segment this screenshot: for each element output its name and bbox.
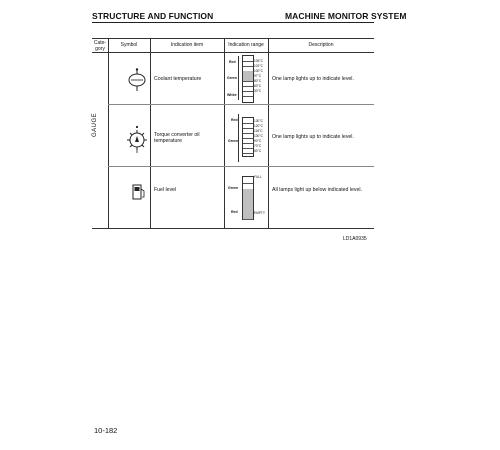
- torque-value-0: 130°C: [254, 119, 263, 123]
- column-header-indication-range: Indication range: [228, 42, 264, 48]
- torque-value-6: 50°C: [254, 149, 262, 153]
- column-header-symbol: Symbol: [120, 42, 138, 48]
- range-label-red-row1: Red: [229, 60, 236, 64]
- table-top-line: [92, 38, 374, 39]
- table-vline-item: [224, 38, 225, 228]
- table-bottom-line: [92, 228, 374, 229]
- torque-converter-oil-temperature-icon: [124, 124, 150, 154]
- header-right-title: MACHINE MONITOR SYSTEM: [285, 11, 407, 21]
- fuel-level-icon: [131, 183, 147, 201]
- description-fuel-level: All lamps light up below indicated level.: [272, 187, 362, 193]
- torque-value-1: 120°C: [254, 124, 263, 128]
- fuel-gauge-bar: [242, 176, 254, 220]
- coolant-value-6: 30°C: [254, 89, 262, 93]
- figure-code: LD1A0935: [343, 236, 367, 242]
- coolant-gauge-bar: [242, 55, 254, 103]
- coolant-value-5: 60°C: [254, 84, 262, 88]
- coolant-value-2: 100°C: [254, 69, 263, 73]
- range-label-white-row1: White: [227, 93, 237, 97]
- coolant-value-4: 80°C: [254, 79, 262, 83]
- page-number: 10-182: [94, 426, 118, 435]
- table-vline-symbol: [150, 38, 151, 228]
- description-coolant: One lamp lights up to indicate level.: [272, 76, 354, 82]
- item-torque-converter-oil-temperature: Torque converter oil temperature: [154, 132, 200, 144]
- torque-value-5: 70°C: [254, 144, 262, 148]
- description-torque-converter: One lamp lights up to indicate level.: [272, 134, 354, 140]
- range-label-red-row2: Red: [231, 118, 238, 122]
- header-left-title: STRUCTURE AND FUNCTION: [92, 11, 214, 21]
- table-header-line: [92, 52, 374, 53]
- column-header-description: Description: [308, 42, 334, 48]
- fuel-value-full: FULL: [254, 175, 262, 179]
- coolant-value-3: 97°C: [254, 74, 262, 78]
- range-label-green-row3: Green: [228, 186, 239, 190]
- torque-converter-gauge-bar: [242, 117, 254, 157]
- table-vline-range: [268, 38, 269, 228]
- torque-value-3: 100°C: [254, 134, 263, 138]
- item-coolant-temperature: Coolant temperature: [154, 76, 202, 82]
- range-label-red-row3: Red: [231, 210, 238, 214]
- column-header-indication-item: Indication item: [170, 42, 204, 48]
- header-rule: [92, 22, 374, 23]
- torque-value-2: 118°C: [254, 129, 263, 133]
- category-label-gauge: GAUGE: [92, 112, 98, 137]
- item-fuel-level: Fuel level: [154, 187, 177, 193]
- table-vline-category: [108, 38, 109, 228]
- coolant-range-bracket: [238, 56, 241, 100]
- coolant-temperature-icon: [126, 67, 148, 93]
- column-header-category: Cate- gory: [93, 40, 107, 52]
- range-label-green-row2: Green: [228, 139, 239, 143]
- range-label-green-row1: Green: [227, 76, 238, 80]
- fuel-value-empty: EMPTY: [254, 211, 265, 215]
- torque-value-4: 90°C: [254, 139, 262, 143]
- torque-converter-range-bracket: [238, 114, 241, 162]
- coolant-value-0: 105°C: [254, 59, 263, 63]
- coolant-value-1: 102°C: [254, 64, 263, 68]
